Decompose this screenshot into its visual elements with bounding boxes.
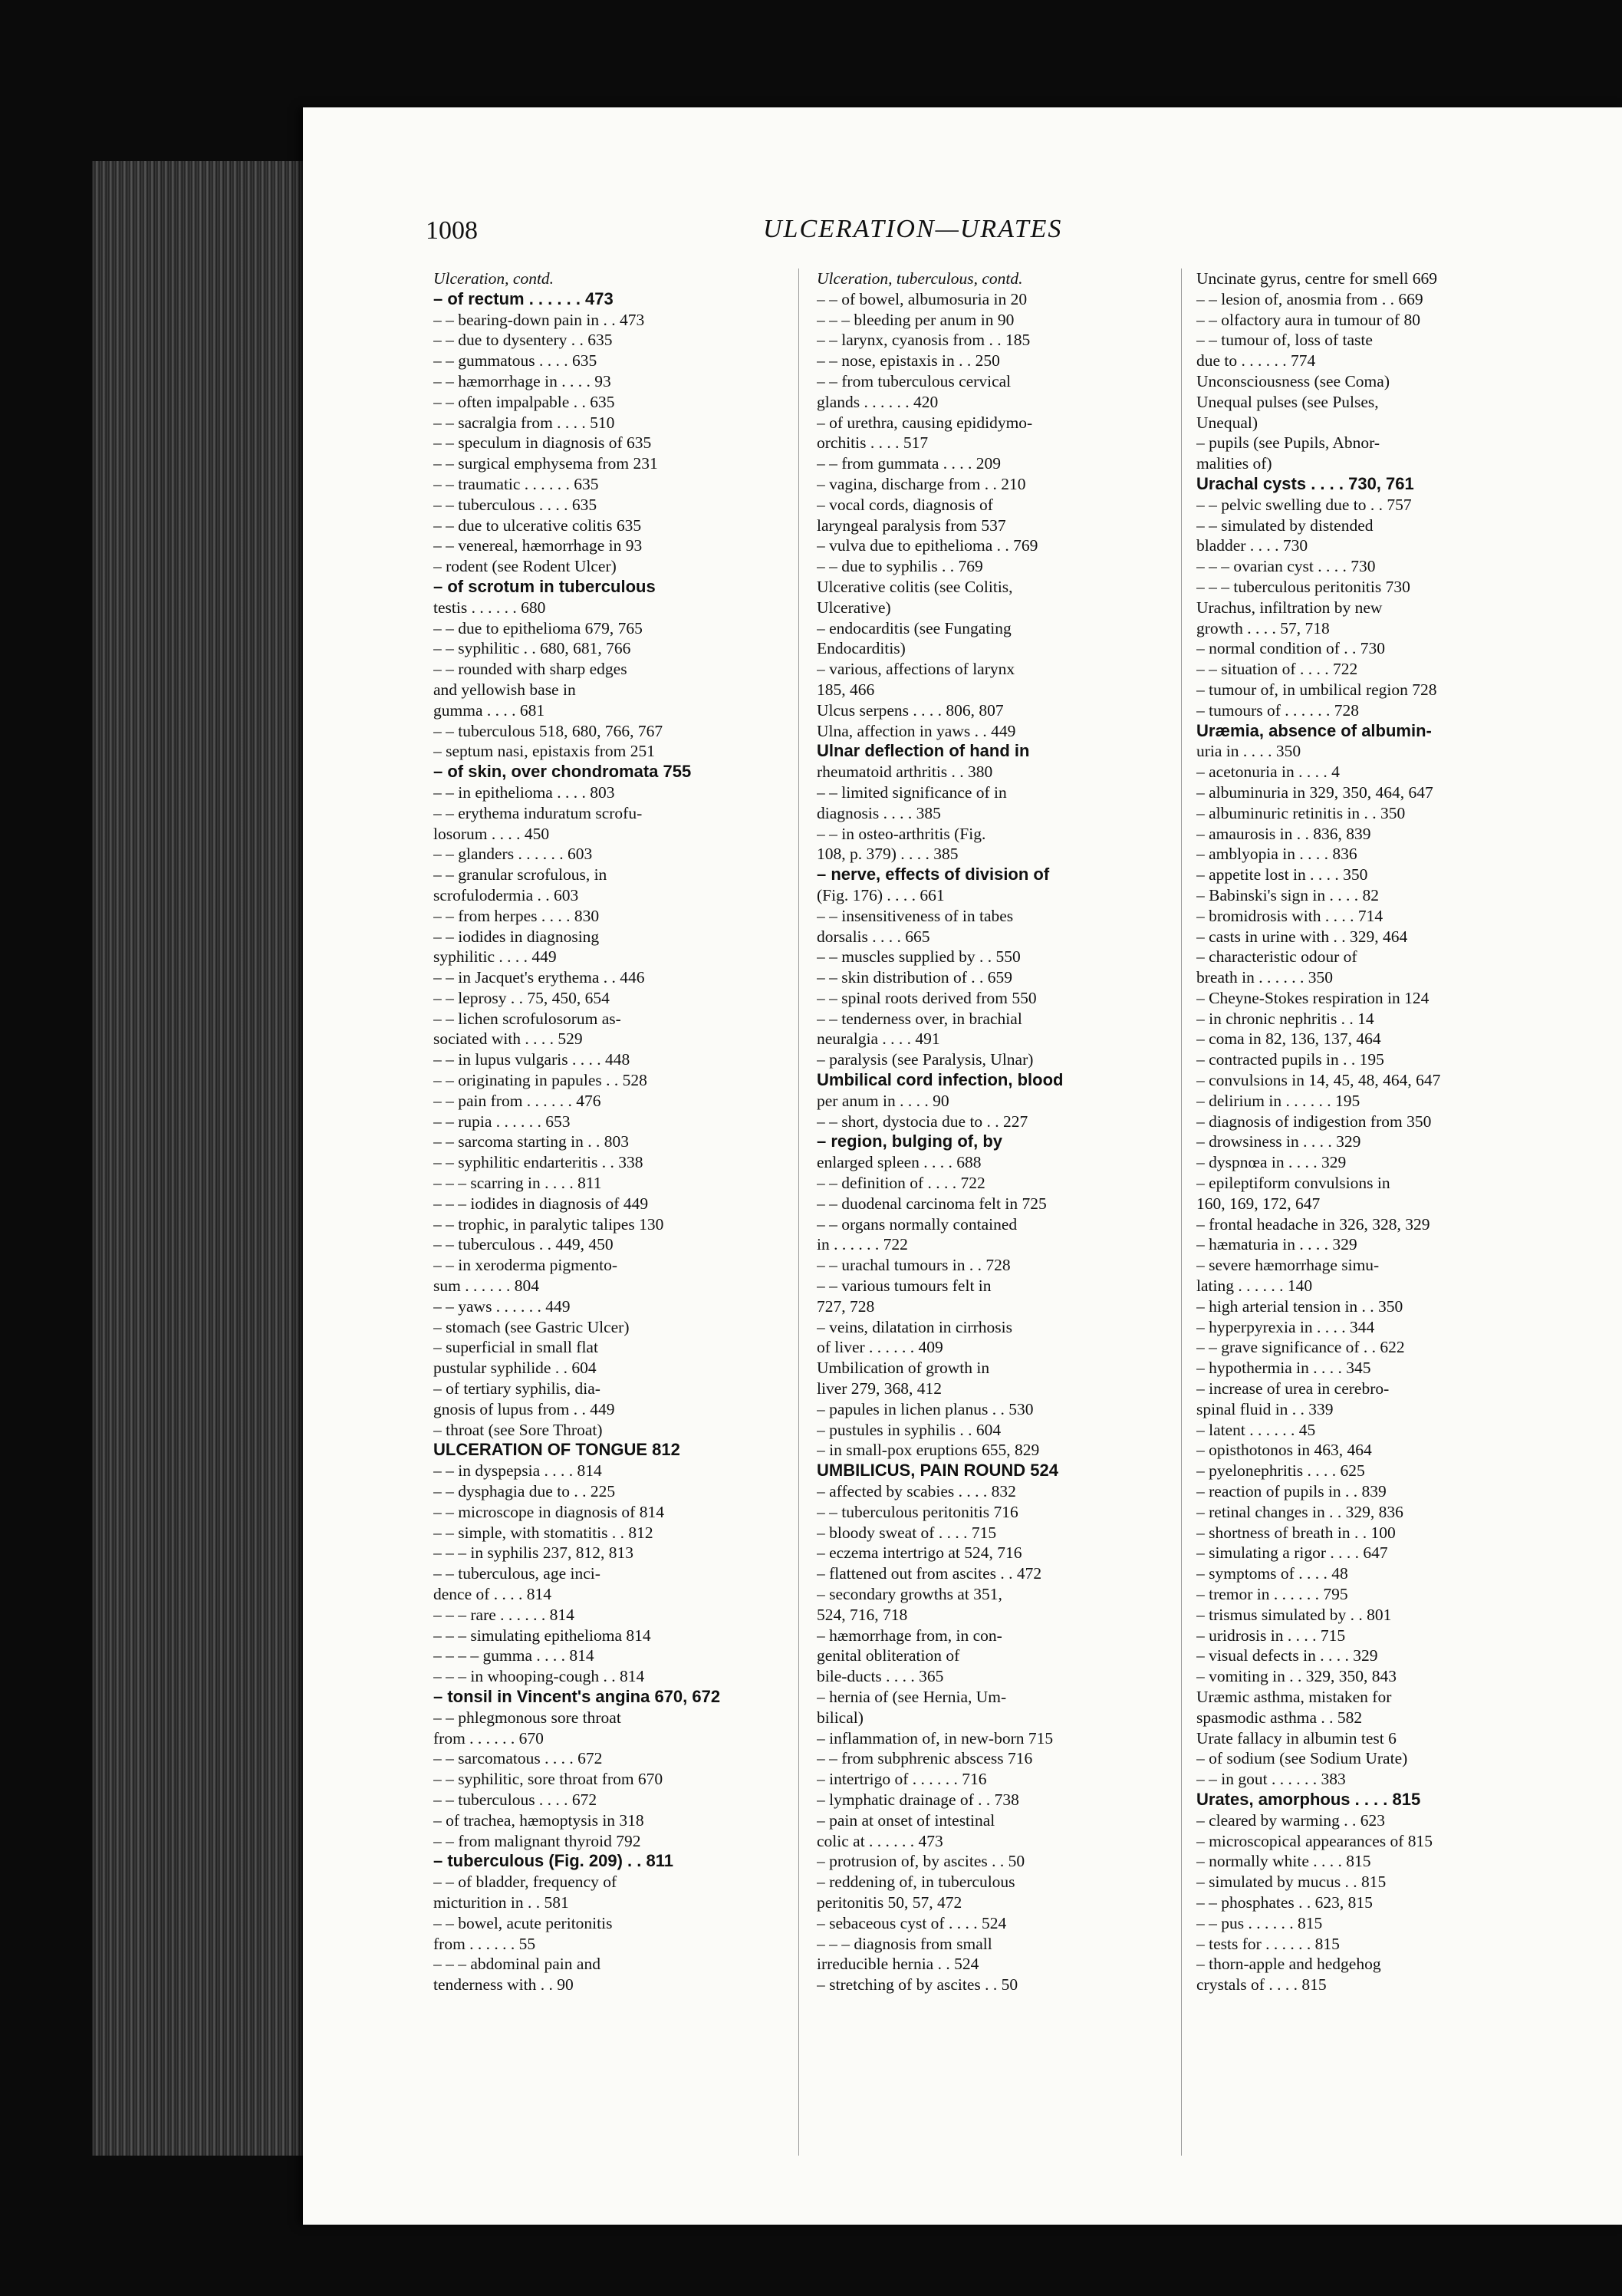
index-entry: – nerve, effects of division of: [817, 865, 1050, 884]
index-entry: – casts in urine with . . 329, 464: [1196, 927, 1408, 946]
index-entry: losorum . . . . 450: [433, 824, 550, 843]
index-entry: – protrusion of, by ascites . . 50: [817, 1852, 1025, 1871]
index-entry: Urachus, infiltration by new: [1196, 598, 1383, 617]
column-rule-2: [1181, 268, 1182, 2156]
index-entry: – amaurosis in . . 836, 839: [1196, 824, 1371, 843]
index-column-1: [433, 268, 782, 1995]
index-entry: Ulceration, contd.: [433, 269, 554, 288]
index-entry: – paralysis (see Paralysis, Ulnar): [817, 1050, 1034, 1069]
index-entry: – – tuberculous, age inci-: [433, 1564, 600, 1583]
index-entry: – – nose, epistaxis in . . 250: [817, 351, 1000, 371]
index-entry: – – – in syphilis 237, 812, 813: [433, 1543, 634, 1563]
index-entry: – drowsiness in . . . . 329: [1196, 1132, 1361, 1151]
index-entry: Unequal pulses (see Pulses,: [1196, 392, 1379, 411]
index-entry: – – iodides in diagnosing: [433, 927, 600, 946]
index-entry: – intertrigo of . . . . . . 716: [817, 1770, 987, 1789]
index-entry: – – muscles supplied by . . 550: [817, 947, 1021, 967]
index-entry: – lymphatic drainage of . . 738: [817, 1790, 1019, 1809]
index-entry: – – pelvic swelling due to . . 757: [1196, 495, 1412, 514]
index-entry: – in chronic nephritis . . 14: [1196, 1009, 1374, 1028]
index-entry: – pain at onset of intestinal: [817, 1810, 995, 1830]
index-entry: – – – rare . . . . . . 814: [433, 1605, 574, 1624]
index-entry: – – skin distribution of . . 659: [817, 968, 1013, 987]
index-entry: spasmodic asthma . . 582: [1196, 1708, 1363, 1727]
index-entry: in . . . . . . 722: [817, 1235, 908, 1254]
index-entry: – epileptiform convulsions in: [1196, 1174, 1390, 1193]
index-entry: – – from subphrenic abscess 716: [817, 1749, 1033, 1768]
index-entry: – diagnosis of indigestion from 350: [1196, 1112, 1432, 1131]
index-entry: – – situation of . . . . 722: [1196, 660, 1358, 679]
index-entry: – delirium in . . . . . . 195: [1196, 1091, 1360, 1110]
index-entry: – retinal changes in . . 329, 836: [1196, 1502, 1403, 1521]
index-entry: – – syphilitic . . 680, 681, 766: [433, 639, 631, 658]
index-entry: – sebaceous cyst of . . . . 524: [817, 1913, 1007, 1932]
index-entry: – throat (see Sore Throat): [433, 1420, 603, 1439]
index-entry: – – in lupus vulgaris . . . . 448: [433, 1050, 630, 1069]
index-entry: due to . . . . . . 774: [1196, 351, 1316, 371]
index-entry: tenderness with . . 90: [433, 1975, 574, 1995]
index-entry: – veins, dilatation in cirrhosis: [817, 1317, 1012, 1336]
index-entry: – – olfactory aura in tumour of 80: [1196, 310, 1420, 329]
index-entry: – – trophic, in paralytic talipes 130: [433, 1214, 664, 1234]
index-entry: – – syphilitic, sore throat from 670: [433, 1770, 663, 1789]
index-entry: – – bearing-down pain in . . 473: [433, 310, 645, 329]
index-entry: – hypothermia in . . . . 345: [1196, 1359, 1371, 1378]
index-entry: breath in . . . . . . 350: [1196, 968, 1333, 987]
index-entry: – – hæmorrhage in . . . . 93: [433, 371, 611, 390]
index-entry: gnosis of lupus from . . 449: [433, 1399, 615, 1418]
index-entry: Endocarditis): [817, 639, 906, 658]
index-entry: genital obliteration of: [817, 1646, 960, 1665]
index-entry: – – – iodides in diagnosis of 449: [433, 1194, 649, 1213]
index-entry: – – yaws . . . . . . 449: [433, 1296, 571, 1316]
index-entry: – – sarcoma starting in . . 803: [433, 1132, 629, 1151]
index-entry: – – lesion of, anosmia from . . 669: [1196, 289, 1423, 308]
index-entry: – – glanders . . . . . . 603: [433, 845, 593, 864]
index-entry: – – from malignant thyroid 792: [433, 1831, 641, 1850]
index-entry: – bloody sweat of . . . . 715: [817, 1523, 997, 1542]
index-entry: – normal condition of . . 730: [1196, 639, 1386, 658]
index-entry: – – in Jacquet's erythema . . 446: [433, 968, 645, 987]
index-entry: – – syphilitic endarteritis . . 338: [433, 1153, 643, 1172]
index-entry: – pustules in syphilis . . 604: [817, 1420, 1002, 1439]
index-entry: diagnosis . . . . 385: [817, 803, 941, 822]
index-entry: dence of . . . . 814: [433, 1585, 552, 1603]
index-entry: – of skin, over chondromata 755: [433, 762, 692, 782]
index-entry: peritonitis 50, 57, 472: [817, 1892, 962, 1912]
index-entry: – – sarcomatous . . . . 672: [433, 1749, 603, 1768]
index-entry: – inflammation of, in new-born 715: [817, 1728, 1054, 1748]
index-entry: – stomach (see Gastric Ulcer): [433, 1317, 630, 1336]
index-entry: – – granular scrofulous, in: [433, 865, 607, 884]
index-entry: – – tenderness over, in brachial: [817, 1009, 1022, 1028]
index-entry: – – – abdominal pain and: [433, 1955, 600, 1974]
index-entry: – simulating a rigor . . . . 647: [1196, 1543, 1388, 1563]
index-entry: irreducible hernia . . 524: [817, 1955, 979, 1974]
index-entry: testis . . . . . . 680: [433, 598, 546, 617]
index-entry: – hæmaturia in . . . . 329: [1196, 1235, 1357, 1254]
index-entry: per anum in . . . . 90: [817, 1091, 949, 1110]
index-entry: – – of bowel, albumosuria in 20: [817, 289, 1028, 308]
index-entry: Unequal): [1196, 413, 1258, 432]
index-entry: – trismus simulated by . . 801: [1196, 1605, 1392, 1624]
index-entry: neuralgia . . . . 491: [817, 1029, 940, 1049]
index-entry: spinal fluid in . . 339: [1196, 1399, 1334, 1418]
index-entry: – frontal headache in 326, 328, 329: [1196, 1214, 1430, 1234]
index-entry: – – due to epithelioma 679, 765: [433, 618, 643, 637]
index-entry: – – erythema induratum scrofu-: [433, 803, 643, 822]
index-entry: – – tuberculous . . . . 672: [433, 1790, 597, 1809]
index-entry: dorsalis . . . . 665: [817, 927, 930, 946]
index-entry: – albuminuria in 329, 350, 464, 647: [1196, 782, 1433, 802]
index-entry: – dyspnœa in . . . . 329: [1196, 1153, 1347, 1172]
index-entry: – – insensitiveness of in tabes: [817, 906, 1014, 925]
index-entry: UMBILICUS, PAIN ROUND 524: [817, 1461, 1058, 1481]
index-entry: – – limited significance of in: [817, 782, 1007, 802]
index-entry: Ulcus serpens . . . . 806, 807: [817, 700, 1004, 720]
index-entry: – – – bleeding per anum in 90: [817, 310, 1015, 329]
index-entry: – – urachal tumours in . . 728: [817, 1256, 1011, 1275]
index-entry: liver 279, 368, 412: [817, 1379, 943, 1398]
index-entry: – symptoms of . . . . 48: [1196, 1564, 1348, 1583]
index-entry: – – simulated by distended: [1196, 516, 1374, 535]
index-entry: syphilitic . . . . 449: [433, 947, 557, 967]
index-entry: – affected by scabies . . . . 832: [817, 1482, 1016, 1501]
index-entry: – stretching of by ascites . . 50: [817, 1975, 1018, 1995]
index-entry: – characteristic odour of: [1196, 947, 1357, 967]
index-entry: Ulna, affection in yaws . . 449: [817, 721, 1016, 740]
index-entry: 108, p. 379) . . . . 385: [817, 845, 959, 864]
index-entry: – – tuberculous 518, 680, 766, 767: [433, 721, 663, 740]
index-entry: – – – in whooping-cough . . 814: [433, 1667, 645, 1686]
index-entry: Uncinate gyrus, centre for smell 669: [1196, 269, 1438, 288]
index-entry: – – gummatous . . . . 635: [433, 351, 597, 371]
index-entry: – pyelonephritis . . . . 625: [1196, 1461, 1365, 1481]
index-entry: – superficial in small flat: [433, 1338, 598, 1357]
index-entry: – – spinal roots derived from 550: [817, 988, 1037, 1007]
index-entry: – of scrotum in tuberculous: [433, 576, 656, 596]
index-entry: 160, 169, 172, 647: [1196, 1194, 1321, 1213]
index-entry: – reddening of, in tuberculous: [817, 1873, 1015, 1892]
index-entry: – eczema intertrigo at 524, 716: [817, 1543, 1022, 1563]
index-entry: gumma . . . . 681: [433, 700, 545, 720]
index-entry: – – traumatic . . . . . . 635: [433, 474, 599, 493]
index-entry: – shortness of breath in . . 100: [1196, 1523, 1396, 1542]
index-entry: from . . . . . . 55: [433, 1934, 536, 1953]
index-entry: – opisthotonos in 463, 464: [1196, 1441, 1372, 1460]
index-entry: – – of bladder, frequency of: [433, 1873, 617, 1892]
index-entry: – – due to syphilis . . 769: [817, 557, 983, 576]
index-entry: 727, 728: [817, 1296, 875, 1316]
book-spine-edge: [92, 161, 322, 2156]
index-entry: – – – scarring in . . . . 811: [433, 1174, 602, 1193]
index-entry: – – leprosy . . 75, 450, 654: [433, 988, 610, 1007]
index-entry: – tumour of, in umbilical region 728: [1196, 680, 1437, 699]
index-entry: – hæmorrhage from, in con-: [817, 1626, 1002, 1645]
index-entry: Uræmia, absence of albumin-: [1196, 720, 1432, 740]
index-entry: – – in xeroderma pigmento-: [433, 1256, 618, 1275]
index-entry: – – venereal, hæmorrhage in 93: [433, 536, 643, 555]
index-entry: – – grave significance of . . 622: [1196, 1338, 1405, 1357]
index-entry: – – from tuberculous cervical: [817, 371, 1012, 390]
index-entry: – high arterial tension in . . 350: [1196, 1296, 1403, 1316]
index-entry: – – in epithelioma . . . . 803: [433, 782, 615, 802]
index-entry: – reaction of pupils in . . 839: [1196, 1482, 1387, 1501]
index-entry: – – larynx, cyanosis from . . 185: [817, 331, 1031, 350]
index-entry: – bromidrosis with . . . . 714: [1196, 906, 1383, 925]
running-head: ULCERATION—URATES: [763, 215, 1063, 243]
index-entry: – – – simulating epithelioma 814: [433, 1626, 651, 1645]
index-entry: – acetonuria in . . . . 4: [1196, 763, 1340, 782]
index-entry: bile-ducts . . . . 365: [817, 1667, 944, 1686]
index-entry: – tests for . . . . . . 815: [1196, 1934, 1340, 1953]
index-entry: – – in dyspepsia . . . . 814: [433, 1461, 602, 1481]
index-entry: lating . . . . . . 140: [1196, 1276, 1313, 1296]
index-entry: – – from gummata . . . . 209: [817, 454, 1002, 473]
index-entry: – uridrosis in . . . . 715: [1196, 1626, 1346, 1645]
index-entry: – tremor in . . . . . . 795: [1196, 1585, 1348, 1603]
index-entry: of liver . . . . . . 409: [817, 1338, 943, 1357]
index-entry: uria in . . . . 350: [1196, 742, 1301, 761]
index-entry: – tumours of . . . . . . 728: [1196, 700, 1360, 720]
index-entry: – pupils (see Pupils, Abnor-: [1196, 433, 1380, 453]
index-entry: – – tuberculous . . . . 635: [433, 495, 597, 514]
index-entry: – – microscope in diagnosis of 814: [433, 1502, 664, 1521]
index-entry: – vulva due to epithelioma . . 769: [817, 536, 1038, 555]
index-entry: crystals of . . . . 815: [1196, 1975, 1327, 1995]
index-entry: – flattened out from ascites . . 472: [817, 1564, 1042, 1583]
index-entry: – – tuberculous . . 449, 450: [433, 1235, 614, 1254]
index-entry: – – – tuberculous peritonitis 730: [1196, 577, 1410, 596]
index-entry: – in small-pox eruptions 655, 829: [817, 1441, 1040, 1460]
index-entry: Uræmic asthma, mistaken for: [1196, 1687, 1392, 1706]
index-entry: and yellowish base in: [433, 680, 576, 699]
index-entry: – vocal cords, diagnosis of: [817, 495, 993, 514]
index-entry: – – often impalpable . . 635: [433, 392, 615, 411]
index-entry: – – in gout . . . . . . 383: [1196, 1770, 1346, 1789]
index-entry: – of trachea, hæmoptysis in 318: [433, 1810, 644, 1830]
index-entry: Unconsciousness (see Coma): [1196, 371, 1390, 390]
index-entry: – – duodenal carcinoma felt in 725: [817, 1194, 1047, 1213]
index-entry: – thorn-apple and hedgehog: [1196, 1955, 1381, 1974]
index-entry: sum . . . . . . 804: [433, 1276, 539, 1296]
index-entry: – Cheyne-Stokes respiration in 124: [1196, 988, 1430, 1007]
index-entry: – various, affections of larynx: [817, 660, 1015, 679]
index-entry: Ulnar deflection of hand in: [817, 741, 1030, 761]
index-entry: – simulated by mucus . . 815: [1196, 1873, 1387, 1892]
index-entry: – – dysphagia due to . . 225: [433, 1482, 616, 1501]
index-entry: – vomiting in . . 329, 350, 843: [1196, 1667, 1397, 1686]
index-entry: Umbilication of growth in: [817, 1359, 990, 1378]
index-entry: rheumatoid arthritis . . 380: [817, 763, 993, 782]
index-entry: 524, 716, 718: [817, 1605, 908, 1624]
index-entry: – endocarditis (see Fungating: [817, 618, 1012, 637]
index-entry: Urate fallacy in albumin test 6: [1196, 1728, 1397, 1748]
index-entry: micturition in . . 581: [433, 1892, 569, 1912]
index-entry: – vagina, discharge from . . 210: [817, 474, 1026, 493]
index-entry: – – lichen scrofulosorum as-: [433, 1009, 621, 1028]
index-entry: – visual defects in . . . . 329: [1196, 1646, 1378, 1665]
index-entry: – – organs normally contained: [817, 1214, 1018, 1234]
index-entry: – cleared by warming . . 623: [1196, 1810, 1385, 1830]
index-entry: – tonsil in Vincent's angina 670, 672: [433, 1686, 721, 1706]
index-entry: Urates, amorphous . . . . 815: [1196, 1789, 1421, 1809]
index-entry: – latent . . . . . . 45: [1196, 1420, 1316, 1439]
index-entry: laryngeal paralysis from 537: [817, 516, 1006, 535]
index-entry: – – sacralgia from . . . . 510: [433, 413, 615, 432]
index-entry: (Fig. 176) . . . . 661: [817, 885, 945, 904]
index-entry: – of urethra, causing epididymo-: [817, 413, 1033, 432]
index-entry: glands . . . . . . 420: [817, 392, 939, 411]
index-column-3: [1196, 268, 1545, 1995]
index-entry: – – rounded with sharp edges: [433, 660, 627, 679]
index-entry: – contracted pupils in . . 195: [1196, 1050, 1384, 1069]
index-entry: – hyperpyrexia in . . . . 344: [1196, 1317, 1375, 1336]
index-entry: – – phosphates . . 623, 815: [1196, 1892, 1373, 1912]
index-entry: – microscopical appearances of 815: [1196, 1831, 1433, 1850]
index-entry: – hernia of (see Hernia, Um-: [817, 1687, 1007, 1706]
index-entry: – increase of urea in cerebro-: [1196, 1379, 1390, 1398]
index-entry: growth . . . . 57, 718: [1196, 618, 1330, 637]
index-entry: – – bowel, acute peritonitis: [433, 1913, 613, 1932]
index-entry: bladder . . . . 730: [1196, 536, 1308, 555]
index-entry: Ulceration, tuberculous, contd.: [817, 269, 1023, 288]
index-entry: – – definition of . . . . 722: [817, 1174, 985, 1193]
index-entry: – region, bulging of, by: [817, 1132, 1002, 1151]
index-entry: – severe hæmorrhage simu-: [1196, 1256, 1380, 1275]
index-entry: pustular syphilide . . 604: [433, 1359, 597, 1378]
index-entry: – rodent (see Rodent Ulcer): [433, 557, 617, 576]
column-rule-1: [798, 268, 799, 2156]
index-entry: from . . . . . . 670: [433, 1728, 544, 1748]
index-entry: – appetite lost in . . . . 350: [1196, 865, 1368, 884]
index-entry: – – due to ulcerative colitis 635: [433, 516, 642, 535]
index-entry: – – – diagnosis from small: [817, 1934, 992, 1953]
index-entry: – papules in lichen planus . . 530: [817, 1399, 1034, 1418]
index-entry: 185, 466: [817, 680, 875, 699]
index-column-2: [817, 268, 1166, 1995]
index-entry: – tuberculous (Fig. 209) . . 811: [433, 1851, 673, 1871]
index-entry: ULCERATION OF TONGUE 812: [433, 1440, 680, 1460]
index-entry: – – rupia . . . . . . 653: [433, 1112, 571, 1131]
index-entry: – amblyopia in . . . . 836: [1196, 845, 1357, 864]
index-entry: – normally white . . . . 815: [1196, 1852, 1371, 1871]
index-entry: – – pus . . . . . . 815: [1196, 1913, 1323, 1932]
index-entry: Urachal cysts . . . . 730, 761: [1196, 473, 1414, 493]
index-entry: – – tumour of, loss of taste: [1196, 331, 1373, 350]
index-entry: – of sodium (see Sodium Urate): [1196, 1749, 1408, 1768]
index-entry: scrofulodermia . . 603: [433, 885, 579, 904]
index-entry: – – originating in papules . . 528: [433, 1071, 647, 1090]
index-entry: bilical): [817, 1708, 864, 1727]
index-entry: – albuminuric retinitis in . . 350: [1196, 803, 1406, 822]
index-entry: – of rectum . . . . . . 473: [433, 288, 614, 308]
index-entry: – – – ovarian cyst . . . . 730: [1196, 557, 1376, 576]
index-entry: – septum nasi, epistaxis from 251: [433, 742, 656, 761]
index-entry: Ulcerative): [817, 598, 891, 617]
page-number: 1008: [426, 216, 478, 245]
index-entry: – – various tumours felt in: [817, 1276, 992, 1296]
index-entry: sociated with . . . . 529: [433, 1029, 583, 1049]
index-entry: – – in osteo-arthritis (Fig.: [817, 824, 986, 843]
index-entry: – Babinski's sign in . . . . 82: [1196, 885, 1380, 904]
index-entry: – – from herpes . . . . 830: [433, 906, 600, 925]
book-page: [303, 107, 1622, 2225]
index-entry: – of tertiary syphilis, dia-: [433, 1379, 600, 1398]
index-entry: orchitis . . . . 517: [817, 433, 929, 453]
index-entry: – – tuberculous peritonitis 716: [817, 1502, 1018, 1521]
index-entry: – – – – gumma . . . . 814: [433, 1646, 594, 1665]
index-entry: – coma in 82, 136, 137, 464: [1196, 1029, 1381, 1049]
index-entry: – – simple, with stomatitis . . 812: [433, 1523, 653, 1542]
index-entry: malities of): [1196, 454, 1272, 473]
index-entry: – – surgical emphysema from 231: [433, 454, 658, 473]
index-entry: – – due to dysentery . . 635: [433, 331, 613, 350]
index-entry: – – phlegmonous sore throat: [433, 1708, 621, 1727]
index-entry: – convulsions in 14, 45, 48, 464, 647: [1196, 1071, 1441, 1090]
index-entry: enlarged spleen . . . . 688: [817, 1153, 982, 1172]
index-entry: – – speculum in diagnosis of 635: [433, 433, 652, 453]
index-entry: Ulcerative colitis (see Colitis,: [817, 577, 1013, 596]
index-entry: – secondary growths at 351,: [817, 1585, 1002, 1603]
index-entry: Umbilical cord infection, blood: [817, 1070, 1064, 1090]
index-entry: colic at . . . . . . 473: [817, 1831, 943, 1850]
index-entry: – – pain from . . . . . . 476: [433, 1091, 601, 1110]
index-entry: – – short, dystocia due to . . 227: [817, 1112, 1028, 1131]
